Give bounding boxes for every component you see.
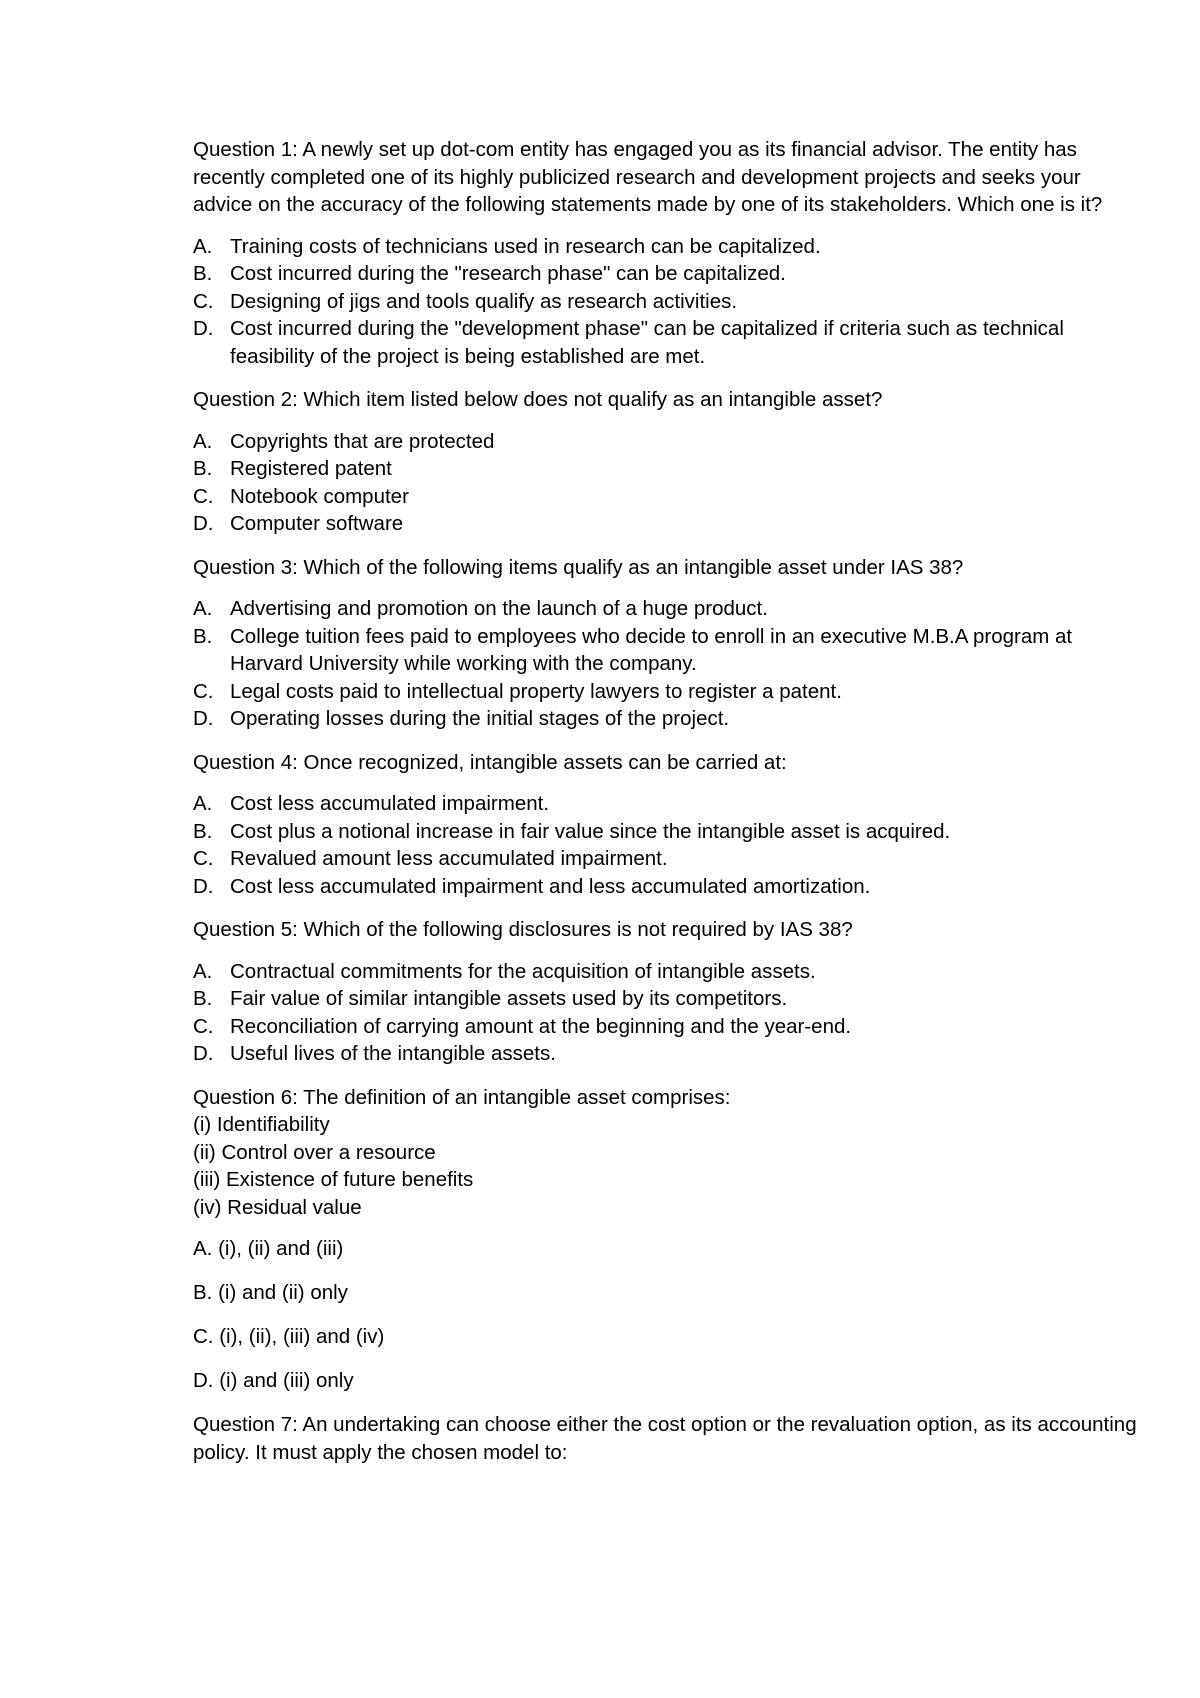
option-text: Cost less accumulated impairment. bbox=[230, 792, 550, 815]
option-c bbox=[193, 678, 1143, 706]
definition-item: (iii) Existence of future benefits bbox=[193, 1168, 474, 1191]
question-text: Question 5: Which of the following disclosures is not required by IAS 38? bbox=[193, 918, 853, 941]
option-d bbox=[193, 705, 1143, 733]
option-letter: A. bbox=[193, 429, 213, 453]
option-a bbox=[193, 790, 1143, 818]
question-text: Question 3: Which of the following items qualify as an intangible asset under IAS 38? bbox=[193, 555, 964, 579]
question-4 bbox=[193, 749, 1143, 901]
option-list bbox=[193, 790, 1143, 900]
option-b: B. (i) and (ii) only bbox=[193, 1281, 348, 1304]
question-text: Question 2: Which item listed below does not qualify as an intangible asset? bbox=[193, 388, 883, 411]
question-text: Question 1: A newly set up dot-com entity has engaged you as its financial advisor. The entity has recently completed one of its highly publicized research and development projects and seeks your advice on the accuracy of the following statements made by one of its stakeholders. Which one is it? bbox=[193, 138, 1103, 216]
option-c: C. (i), (ii), (iii) and (iv) bbox=[193, 1325, 385, 1348]
option-d: D. (i) and (iii) only bbox=[193, 1369, 354, 1392]
option-d bbox=[193, 1040, 1143, 1068]
option-list bbox=[193, 428, 1143, 538]
option-text: Cost incurred during the "development phase" can be capitalized if criteria such as technical feasibility of the project is being established are met. bbox=[230, 317, 1064, 368]
option-letter: D. bbox=[193, 1042, 214, 1065]
option-b bbox=[193, 455, 1143, 483]
option-letter: D. bbox=[193, 512, 214, 535]
option-text: Reconciliation of carrying amount at the beginning and the year-end. bbox=[230, 1014, 852, 1038]
option-a bbox=[193, 428, 1143, 456]
question-2 bbox=[193, 386, 1143, 538]
option-list bbox=[193, 1235, 1143, 1395]
question-7 bbox=[193, 1411, 1143, 1466]
definition-item: (i) Identifiability bbox=[193, 1113, 330, 1136]
option-text: Operating losses during the initial stages of the project. bbox=[230, 707, 730, 730]
question-1 bbox=[193, 136, 1143, 370]
definition-item: (iv) Residual value bbox=[193, 1195, 362, 1219]
option-letter: C. bbox=[193, 289, 214, 313]
option-d bbox=[193, 873, 1143, 901]
option-text: Fair value of similar intangible assets used by its competitors. bbox=[230, 987, 788, 1010]
definition-list bbox=[193, 1084, 1143, 1222]
option-text: Notebook computer bbox=[230, 484, 409, 508]
option-text: Copyrights that are protected bbox=[230, 429, 495, 453]
option-b bbox=[193, 260, 1143, 288]
option-letter: A. bbox=[193, 597, 213, 620]
option-c bbox=[193, 483, 1143, 511]
option-text: Contractual commitments for the acquisition of intangible assets. bbox=[230, 959, 816, 983]
question-text: Question 7: An undertaking can choose either the cost option or the revaluation option, as its accounting policy. It must apply the chosen model to: bbox=[193, 1413, 1137, 1464]
question-text: Question 4: Once recognized, intangible assets can be carried at: bbox=[193, 750, 787, 774]
option-text: College tuition fees paid to employees who decide to enroll in an executive M.B.A program at Harvard University while working with the company. bbox=[230, 624, 1073, 675]
option-letter: A. bbox=[193, 234, 213, 258]
option-text: Designing of jigs and tools qualify as research activities. bbox=[230, 289, 738, 313]
option-text: Cost less accumulated impairment and less accumulated amortization. bbox=[230, 874, 871, 898]
option-c bbox=[193, 288, 1143, 316]
option-letter: C. bbox=[193, 1014, 214, 1038]
option-letter: B. bbox=[193, 457, 213, 480]
option-a bbox=[193, 233, 1143, 261]
question-6 bbox=[193, 1084, 1143, 1395]
question-5 bbox=[193, 916, 1143, 1068]
option-text: Registered patent bbox=[230, 457, 392, 480]
option-text: Cost incurred during the "research phase" can be capitalized. bbox=[230, 262, 786, 285]
option-text: Computer software bbox=[230, 512, 404, 535]
option-c bbox=[193, 845, 1143, 873]
option-b bbox=[193, 985, 1143, 1013]
option-b bbox=[193, 623, 1143, 678]
option-list bbox=[193, 958, 1143, 1068]
option-a: A. (i), (ii) and (iii) bbox=[193, 1237, 344, 1260]
option-text: Training costs of technicians used in research can be capitalized. bbox=[230, 234, 821, 258]
quiz-content bbox=[193, 136, 1143, 1482]
option-text: Legal costs paid to intellectual property lawyers to register a patent. bbox=[230, 679, 842, 703]
option-a bbox=[193, 958, 1143, 986]
option-letter: A. bbox=[193, 792, 213, 815]
option-letter: D. bbox=[193, 874, 214, 898]
option-letter: D. bbox=[193, 707, 214, 730]
option-letter: B. bbox=[193, 819, 213, 843]
option-text: Revalued amount less accumulated impairment. bbox=[230, 847, 668, 870]
question-3 bbox=[193, 554, 1143, 733]
option-letter: D. bbox=[193, 317, 214, 340]
option-letter: B. bbox=[193, 262, 213, 285]
option-text: Advertising and promotion on the launch of a huge product. bbox=[230, 597, 768, 620]
option-d bbox=[193, 510, 1143, 538]
option-letter: C. bbox=[193, 847, 214, 870]
option-list bbox=[193, 233, 1143, 371]
option-letter: B. bbox=[193, 987, 213, 1010]
option-c bbox=[193, 1013, 1143, 1041]
option-letter: B. bbox=[193, 624, 213, 648]
option-letter: C. bbox=[193, 679, 214, 703]
option-a bbox=[193, 595, 1143, 623]
option-letter: A. bbox=[193, 959, 213, 983]
option-letter: C. bbox=[193, 484, 214, 508]
option-text: Useful lives of the intangible assets. bbox=[230, 1042, 556, 1065]
option-d bbox=[193, 315, 1143, 370]
option-list bbox=[193, 595, 1143, 733]
definition-item: (ii) Control over a resource bbox=[193, 1140, 436, 1164]
option-text: Cost plus a notional increase in fair value since the intangible asset is acquired. bbox=[230, 819, 951, 843]
option-b bbox=[193, 818, 1143, 846]
question-text: Question 6: The definition of an intangible asset comprises: bbox=[193, 1085, 731, 1109]
